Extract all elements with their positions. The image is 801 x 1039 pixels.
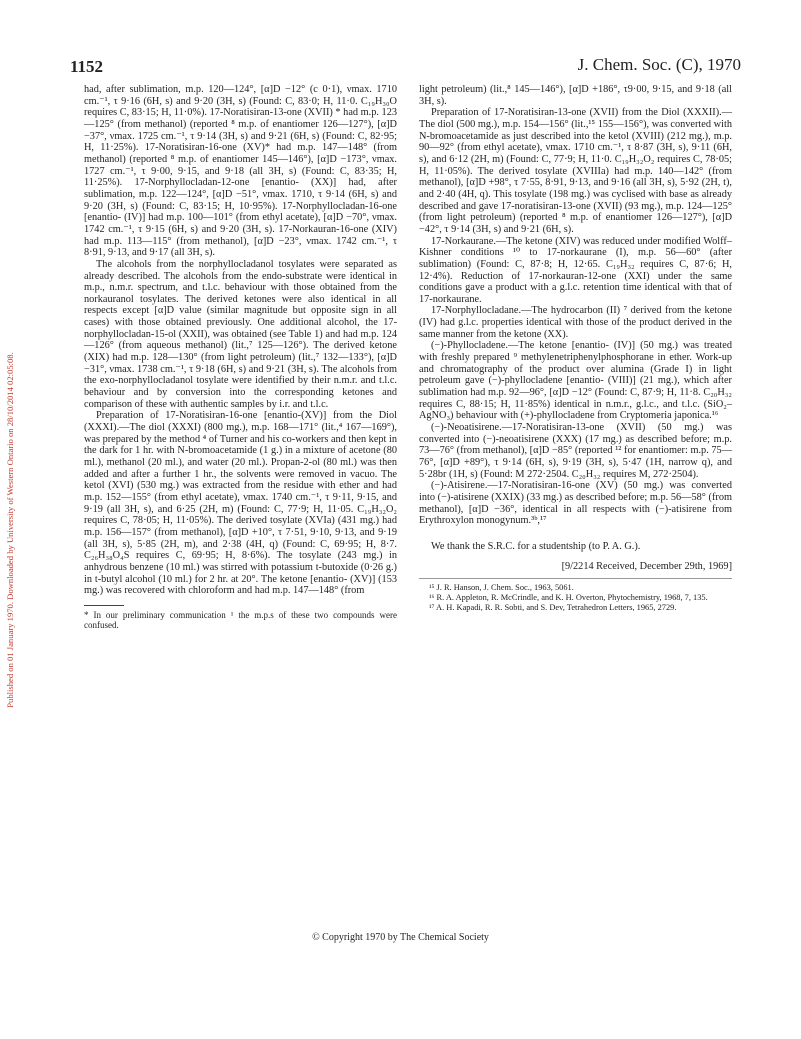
paragraph: (−)-Neoatisirene.—17-Noratisiran-13-one (XVII) (50 mg.) was converted into (−)-neoatisirene (XXX) (17 mg.) as described before; m.p. 73—76° (from methanol), [α]D −85° (reported ¹² for enantiomer: m.p. 75—76°, [α]D +89°), τ 9·14 (6H, s), 9·19 (3H, s), 5·47 (1H, narrow q), and 5·28br (1H, s) (Found: M 272·2504. C₂₀H₃₂ requires M, 272·2504). (419, 422, 732, 480)
paragraph: The alcohols from the norphyllocladanol tosylates were separated as already described. The alcohols from the endo-substrate were identical in m.p., n.m.r. spectrum, and t.l.c. behaviour with those obtained from the norkauranol tosylates. The derived ketones were also identical in all respects except [α]D value (similar magnitude but opposite sign in all cases) with those obtained previously. One additional alcohol, the 17-norphyllocladan-15-ol (XXII), was obtained (see Table 1) and had m.p. 124—126° (from aqueous methanol) (lit.,⁷ 125—126°). The derived ketone (XIX) had m.p. 128—130° (from light petroleum) (lit.,⁷ 132—133°), [α]D −31°, νmax. 1738 cm.⁻¹, τ 9·18 (6H, s) and 9·21 (3H, s). The alcohols from the exo-norphyllocladanol tosylate were identified by their n.m.r. and t.l.c. behaviour and by conversion into the corresponding ketones and comparison of these with authentic samples by i.r. and t.l.c. (84, 258, 397, 410)
paragraph: (−)-Atisirene.—17-Noratisiran-16-one (XV) (50 mg.) was converted into (−)-atisirene (XXIX) (33 mg.) as described before; m.p. 56—58° (from methanol), [α]D −36°, identical in all respects with (−)-atisirene from Erythroxylon monogynum.³ᵇ,¹⁷ (419, 480, 732, 527)
paragraph: Preparation of 17-Noratisiran-13-one (XVII) from the Diol (XXXII).—The diol (500 mg.), m.p. 154—156° (lit.,¹⁵ 155—156°), was converted with N-bromoacetamide as just described into the ketol (XVIII) (212 mg.), m.p. 90—92° (from ethyl acetate), νmax. 1710 cm.⁻¹, τ 8·87 (3H, s), 9·11 (6H, s), and 6·12 (2H, m) (Found: C, 77·9; H, 11·0. C₁₉H₃₂O₂ requires C, 78·05; H, 11·05%). The derived tosylate (XVIIIa) had m.p. 140—142° (from methanol), [α]D +98°, τ 7·55, 8·91, 9·13, and 9·16 (all 3H, s), 5·92 (2H, t), and 2·40 (4H, q). This tosylate (198 mg.) was cyclised with base as already described and gave 17-noratisiran-13-one (XVII) (93 mg.), m.p. 124—125° (from light petroleum) (reported ⁸ m.p. of enantiomer 126—127°), [α]D −42°, τ 9·14 (3H, s) and 9·21 (6H, s). (419, 107, 732, 235)
paragraph: had, after sublimation, m.p. 120—124°, [α]D −12° (c 0·1), νmax. 1710 cm.⁻¹, τ 9·16 (6H, s) and 9·20 (3H, s) (Found: C, 83·0; H, 11·0. C₁₉H₃₀O requires C, 83·15; H, 11·0%). 17-Noratisiran-13-one (XVII) * had m.p. 123—125° (from methanol) (reported ⁸ m.p. of enantiomer 126—127°), [α]D −37°, νmax. 1725 cm.⁻¹, τ 9·14 (3H, s) and 9·21 (6H, s) (Found: C, 82·95; H, 11·25%). 17-Noratisiran-16-one (XV)* had m.p. 147—148° (from methanol) (reported ⁸ m.p. of enantiomer 145—146°), [α]D −173°, νmax. 1727 cm.⁻¹, τ 9·00, 9·15, and 9·18 (all 3H, s) (Found: C, 83·35; H, 11·25%). 17-Norphyllocladan-12-one [enantio- (XX)] had, after sublimation, m.p. 122—124°, [α]D −51°, νmax. 1710, τ 9·14 (6H, s) and 9·20 (3H, s) (Found: C, 83·15; H, 10·95%). 17-Norphyllocladan-16-one [enantio- (IV)] had m.p. 100—101° (from ethyl acetate), [α]D −70°, νmax. 1742 cm.⁻¹, τ 9·15 (6H, s) and 9·20 (3H, s). 17-Norkauran-16-one (XIV) had m.p. 113—115° (from methanol), [α]D −23°, νmax. 1742 cm.⁻¹, τ 8·91, 9·13, and 9·17 (all 3H, s). (84, 84, 397, 259)
paragraph: (−)-Phyllocladene.—The ketone [enantio- (IV)] (50 mg.) was treated with freshly prepared ⁹ methylenetriphenylphosphorane in ether. Work-up and chromatography of the product over alumina (Grade I) in light petroleum gave (−)-phyllocladene [enantio- (VIII)] (21 mg.), which after sublimation had m.p. 92—96°, [α]D −12° (Found: C, 87·9; H, 11·8. C₂₀H₃₂ requires C, 88·15; H, 11·85%) identical in n.m.r., g.l.c., and t.l.c. (SiO₂–AgNO₃) behaviour with (+)-phyllocladene from Cryptomeria japonica.¹⁶ (419, 340, 732, 422)
copyright-notice: © Copyright 1970 by The Chemical Society (312, 932, 489, 943)
left-column (84, 84, 397, 631)
right-column (419, 84, 732, 613)
footnote: * In our preliminary communication ¹ the m.p.s of these two compounds were confused. (84, 609, 397, 631)
reference-item: ¹⁵ J. R. Hanson, J. Chem. Soc., 1963, 5061. (429, 583, 574, 593)
footnote-divider (84, 605, 124, 606)
acknowledgement: We thank the S.R.C. for a studentship (to P. A. G.). (431, 540, 641, 552)
paragraph: 17-Norphyllocladane.—The hydrocarbon (II) ⁷ derived from the ketone (IV) had g.l.c. properties identical with those of the product derived in the same manner from the ketone (XX). (419, 305, 732, 340)
paragraph: Preparation of 17-Noratisiran-16-one [enantio-(XV)] from the Diol (XXXI).—The diol (XXXI) (800 mg.), m.p. 168—171° (lit.,⁴ 167—169°), was prepared by the method ⁴ of Turner and his co-workers and then kept in the dark for 1 hr. with N-bromoacetamide (1 g.) in a mixture of acetone (80 ml.), methanol (20 ml.), and water (20 ml.). Propan-2-ol (80 ml.) was then added and after a further 1 hr., the solvents were removed in vacuo. The ketol (XVI) (530 mg.) was extracted from the residue with ether and had m.p. 152—155° (from ethyl acetate), νmax. 1740 cm.⁻¹, τ 9·11, 9·15, and 9·19 (all 3H, s), and 6·25 (2H, m) (Found: C, 77·9; H, 11·05. C₁₉H₃₂O₂ requires C, 78·05; H, 11·05%). The derived tosylate (XVIa) (431 mg.) had m.p. 156—157° (from methanol), [α]D +10°, τ 7·51, 9·10, 9·13, and 9·19 (all 3H, s), 5·85 (2H, m), and 2·38 (4H, q) (Found: C, 69·95; H, 8·7. C₂₆H₃₈O₄S requires C, 69·95; H, 8·6%). The tosylate (243 mg.) in anhydrous benzene (10 ml.) was stirred with potassium t-butoxide (0·26 g.) in t-butyl alcohol (10 ml.) for 2 hr. at 20°. The ketone [enantio- (XV)] (153 mg.) was recovered with chloroform and had m.p. 147—148° (from (84, 410, 397, 597)
paragraph: 17-Norkaurane.—The ketone (XIV) was reduced under modified Wolff–Kishner conditions ¹⁰ to 17-norkaurane (I), m.p. 56—60° (after sublimation) (Found: C, 87·8; H, 12·65. C₁₉H₃₂ requires C, 87·6; H, 12·4%). Reduction of 17-norkauran-12-one (XXI) under the same conditions gave a product with a g.l.c. retention time identical with that of 17-norkaurane. (419, 235, 732, 305)
paragraph: light petroleum) (lit.,⁸ 145—146°), [α]D +186°, τ9·00, 9·15, and 9·18 (all 3H, s). (419, 84, 732, 107)
journal-header: J. Chem. Soc. (C), 1970 (577, 55, 741, 74)
reference-item: ¹⁶ R. A. Appleton, R. McCrindle, and K. H. Overton, Phytochemistry, 1968, 7, 135. (429, 593, 708, 603)
reference-item: ¹⁷ A. H. Kapadi, R. R. Sobti, and S. Dev, Tetrahedron Letters, 1965, 2729. (429, 602, 677, 612)
received-date: [9/2214 Received, December 29th, 1969] (561, 560, 732, 572)
download-watermark-text: Published on 01 January 1970. Downloaded by University of Western Ontario on 28/10/2014 02:05:08. (5, 352, 15, 708)
reference-list (419, 578, 732, 612)
download-watermark (2, 100, 18, 960)
page-number: 1152 (70, 57, 104, 76)
